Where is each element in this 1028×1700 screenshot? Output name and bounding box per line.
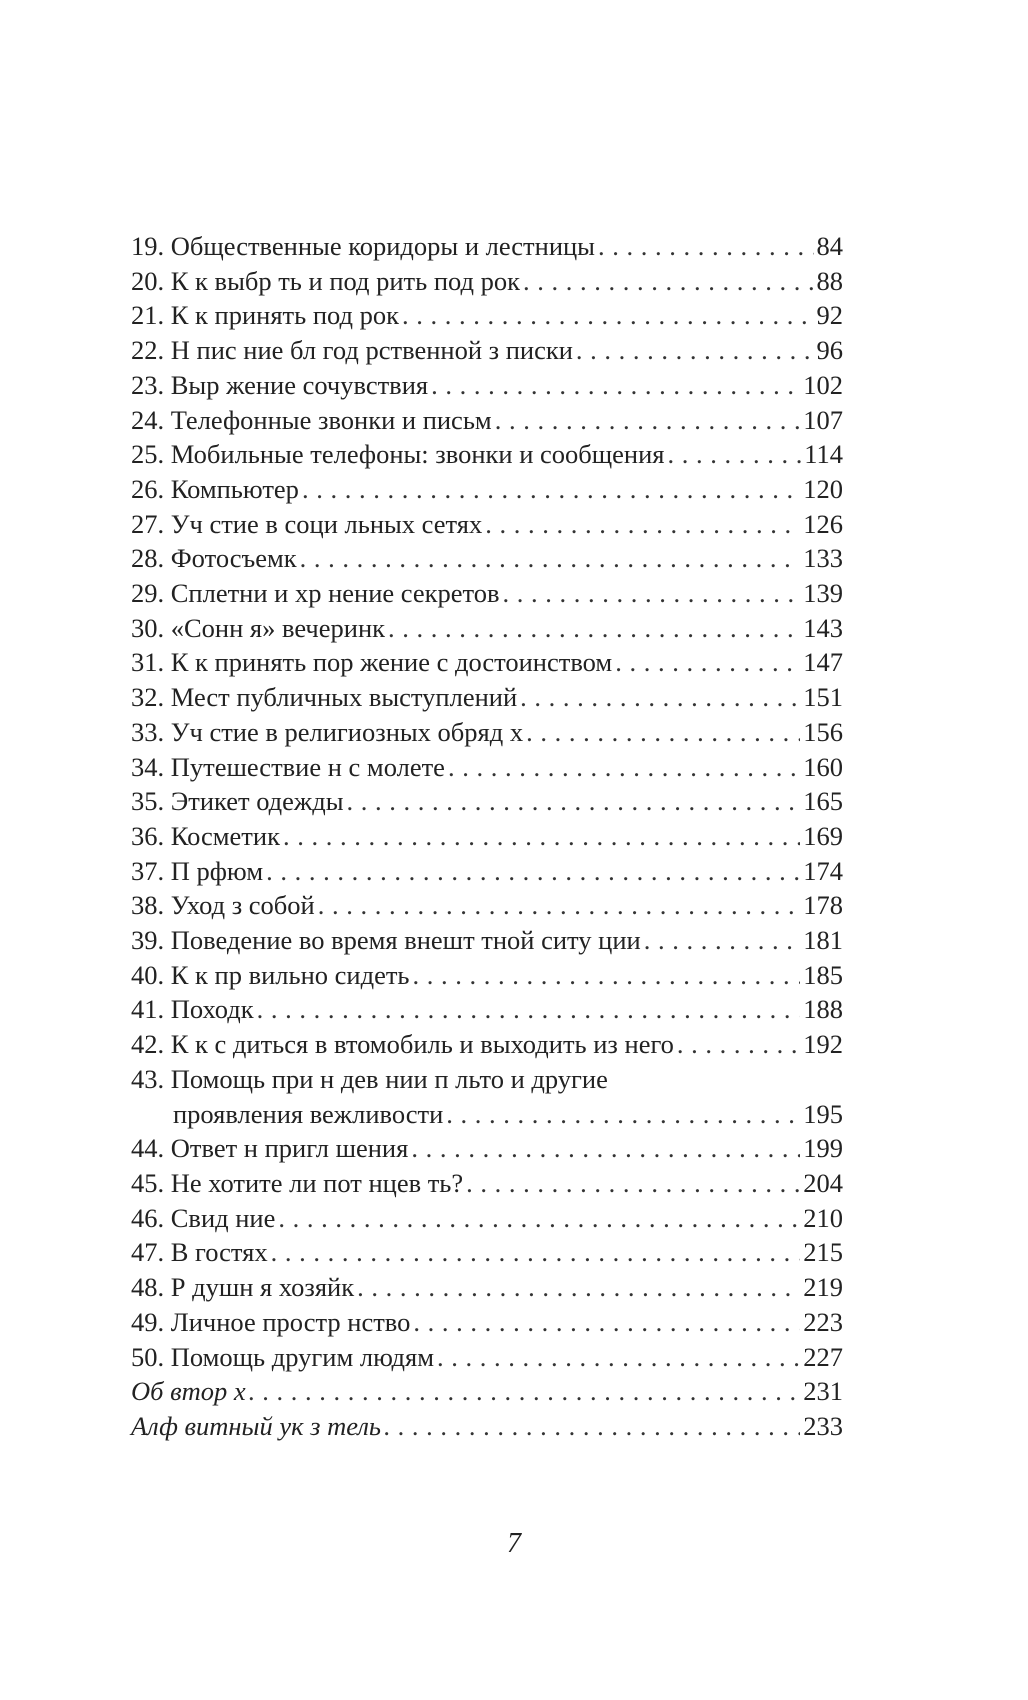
toc-entry-title: Алф витный ук з тель xyxy=(131,1410,381,1441)
toc-entry-title: 27. Уч стие в соци льных сетях xyxy=(131,508,483,539)
dot-leader xyxy=(495,403,801,438)
toc-entry-page: 233 xyxy=(803,1410,843,1441)
toc-entry xyxy=(131,958,843,993)
toc-entry xyxy=(131,1201,843,1236)
dot-leader xyxy=(388,611,800,646)
toc-entry-page: 92 xyxy=(816,300,843,331)
toc-entry xyxy=(131,680,843,715)
toc-entry-title: 37. П рфюм xyxy=(131,855,264,886)
toc-entry-page: 147 xyxy=(803,647,843,678)
dot-leader xyxy=(598,229,814,264)
dot-leader xyxy=(283,819,800,854)
toc-entry xyxy=(131,784,843,819)
toc-entry-page: 133 xyxy=(803,543,843,574)
toc-entry-title: 36. Косметик xyxy=(131,820,280,851)
dot-leader xyxy=(523,264,814,299)
toc-entry xyxy=(131,264,843,299)
toc-entry-page: 114 xyxy=(804,439,843,470)
dot-leader xyxy=(667,437,801,472)
toc-entry-title: 44. Ответ н пригл шения xyxy=(131,1133,409,1164)
toc-entry xyxy=(131,507,843,542)
toc-entry-title: 20. К к выбр ть и под рить под рок xyxy=(131,265,520,296)
toc-entry xyxy=(131,992,843,1027)
dot-leader xyxy=(249,1374,801,1409)
toc-entry-title: 48. Р душн я хозяйк xyxy=(131,1272,355,1303)
toc-entry xyxy=(131,1166,843,1201)
toc-entry-page: 88 xyxy=(816,265,843,296)
toc-entry-page: 192 xyxy=(803,1029,843,1060)
toc-entry xyxy=(131,1235,843,1270)
toc-entry-title: 24. Телефонные звонки и письм xyxy=(131,404,492,435)
toc-entry xyxy=(131,576,843,611)
toc-entry xyxy=(131,437,843,472)
toc-entry-title: 49. Личное простр нство xyxy=(131,1306,411,1337)
toc-entry xyxy=(131,333,843,368)
toc-entry-title: 32. Мест публичных выступлений xyxy=(131,682,518,713)
toc-entry-title: 39. Поведение во время внешт тной ситу ции xyxy=(131,925,641,956)
toc-entry xyxy=(131,1027,843,1062)
toc-entry xyxy=(131,472,843,507)
toc-entry-page: 160 xyxy=(803,751,843,782)
toc-entry-title: 41. Походк xyxy=(131,994,254,1025)
dot-leader xyxy=(257,992,801,1027)
dot-leader xyxy=(576,333,814,368)
toc-entry xyxy=(131,1340,843,1375)
toc-entry xyxy=(131,645,843,680)
dot-leader xyxy=(520,680,800,715)
toc-entry-page: 165 xyxy=(803,786,843,817)
toc-entry-title: 30. «Сонн я» вечеринк xyxy=(131,612,386,643)
dot-leader xyxy=(644,923,801,958)
toc-entry xyxy=(131,750,843,785)
toc-entry xyxy=(131,1305,843,1340)
toc-entry-continuation xyxy=(131,1097,843,1132)
dot-leader xyxy=(526,715,800,750)
toc-entry-page: 139 xyxy=(803,578,843,609)
dot-leader xyxy=(431,368,800,403)
toc-entry-page: 188 xyxy=(803,994,843,1025)
toc-entry-title: 38. Уход з собой xyxy=(131,890,315,921)
toc-entry-title: 21. К к принять под рок xyxy=(131,300,399,331)
toc-entry xyxy=(131,819,843,854)
toc-entry-page: 204 xyxy=(803,1167,843,1198)
dot-leader xyxy=(448,750,800,785)
toc-entry-title: 43. Помощь при н дев нии п льто и другие xyxy=(131,1063,608,1094)
toc-entry xyxy=(131,403,843,438)
toc-entry xyxy=(131,1270,843,1305)
toc-entry xyxy=(131,368,843,403)
toc-entry-title: 19. Общественные коридоры и лестницы xyxy=(131,231,595,261)
toc-entry-title: 42. К к с диться в втомобиль и выходить из него xyxy=(131,1029,674,1060)
toc-entry xyxy=(131,229,843,264)
dot-leader xyxy=(318,888,801,923)
dot-leader xyxy=(300,541,801,576)
toc-entry-title: 45. Не хотите ли пот нцев ть? xyxy=(131,1167,464,1198)
toc-entry-page: 219 xyxy=(803,1272,843,1303)
toc-entry-page: 195 xyxy=(803,1098,843,1129)
toc-entry xyxy=(131,1131,843,1166)
toc-entry xyxy=(131,298,843,333)
toc-entry xyxy=(131,611,843,646)
toc-entry xyxy=(131,715,843,750)
dot-leader xyxy=(503,576,801,611)
toc-entry-title: 28. Фотосъемк xyxy=(131,543,297,574)
toc-entry-title: 35. Этикет одежды xyxy=(131,786,344,817)
toc-entry-page: 210 xyxy=(803,1202,843,1233)
dot-leader xyxy=(485,507,800,542)
toc-entry-page: 199 xyxy=(803,1133,843,1164)
toc-entry-title: 29. Сплетни и хр нение секретов xyxy=(131,578,500,609)
dot-leader xyxy=(271,1235,801,1270)
toc-entry-title: Об втор х xyxy=(131,1376,246,1407)
toc-entry-title: 50. Помощь другим людям xyxy=(131,1341,434,1372)
dot-leader xyxy=(266,854,800,889)
dot-leader xyxy=(677,1027,800,1062)
toc-entry-title: 47. В гостях xyxy=(131,1237,268,1268)
toc-entry-title: 26. Компьютер xyxy=(131,473,299,504)
toc-entry-page: 102 xyxy=(803,369,843,400)
toc-entry xyxy=(131,888,843,923)
dot-leader xyxy=(413,1305,800,1340)
toc-entry-page: 151 xyxy=(803,682,843,713)
toc-entry-page: 107 xyxy=(803,404,843,435)
toc-entry-page: 126 xyxy=(803,508,843,539)
toc-entry-title: 40. К к пр вильно сидеть xyxy=(131,959,410,990)
toc-back-matter-entry xyxy=(131,1409,843,1444)
toc-entry-page: 227 xyxy=(803,1341,843,1372)
dot-leader xyxy=(446,1097,800,1132)
dot-leader xyxy=(437,1340,800,1375)
dot-leader xyxy=(411,1131,800,1166)
toc-entry-page: 120 xyxy=(803,473,843,504)
toc-entry-title: 34. Путешествие н с молете xyxy=(131,751,445,782)
toc-entry-title: 25. Мобильные телефоны: звонки и сообщения xyxy=(131,439,665,470)
toc-entry-page: 174 xyxy=(803,855,843,886)
dot-leader xyxy=(357,1270,800,1305)
dot-leader xyxy=(615,645,800,680)
dot-leader xyxy=(278,1201,800,1236)
toc-back-matter-entry xyxy=(131,1374,843,1409)
toc-entry-heading xyxy=(131,1062,843,1097)
dot-leader xyxy=(466,1166,800,1201)
toc-entry-page: 231 xyxy=(803,1376,843,1407)
page-number: 7 xyxy=(507,1528,521,1559)
toc-entry-title: 33. Уч стие в религиозных обряд х xyxy=(131,716,524,747)
toc-entry-page: 169 xyxy=(803,820,843,851)
toc-entry xyxy=(131,923,843,958)
toc-entry-page: 96 xyxy=(816,335,843,366)
toc-entry-title: 31. К к принять пор жение с достоинством xyxy=(131,647,613,678)
toc-entry-title: 46. Свид ние xyxy=(131,1202,276,1233)
toc-entry xyxy=(131,541,843,576)
toc-entry-page: 181 xyxy=(803,925,843,956)
toc-entry-title: 23. Выр жение сочувствия xyxy=(131,369,429,400)
toc-entry-page: 178 xyxy=(803,890,843,921)
toc-entry-page: 84 xyxy=(816,231,843,261)
dot-leader xyxy=(302,472,800,507)
toc-entry-page: 143 xyxy=(803,612,843,643)
dot-leader xyxy=(347,784,801,819)
dot-leader xyxy=(413,958,801,993)
toc-entry-title: 22. Н пис ние бл год рственной з писки xyxy=(131,335,573,366)
toc-entry-page: 215 xyxy=(803,1237,843,1268)
dot-leader xyxy=(402,298,814,333)
toc-entry-page: 223 xyxy=(803,1306,843,1337)
toc-entry-page: 185 xyxy=(803,959,843,990)
toc-entry-title-continuation: проявления вежливости xyxy=(173,1098,444,1129)
toc-entry-page: 156 xyxy=(803,716,843,747)
toc-entry xyxy=(131,854,843,889)
dot-leader xyxy=(384,1409,800,1444)
table-of-contents xyxy=(131,229,843,1444)
